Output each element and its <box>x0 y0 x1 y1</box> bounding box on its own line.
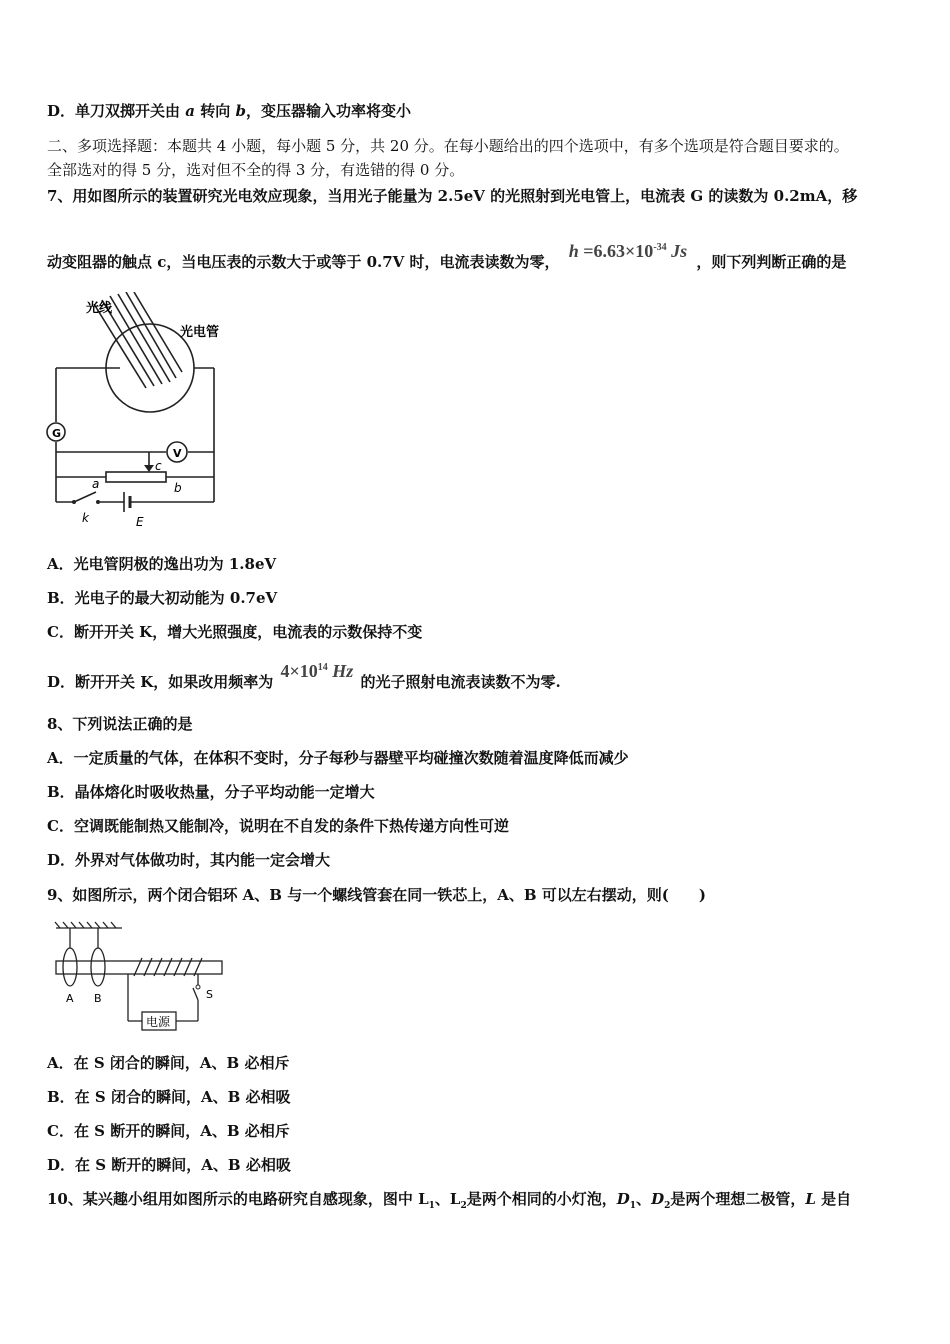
photoelectric-circuit-figure <box>44 292 230 537</box>
frequency-formula: $4\times 10^{14}$ Hz <box>280 661 354 681</box>
q8-option-d: D．外界对气体做功时，其内能一定会增大 <box>47 851 331 869</box>
q8-option-b: B．晶体熔化时吸收热量，分子平均动能一定增大 <box>47 783 375 801</box>
label-switch-s: S <box>206 988 213 1001</box>
planck-constant-formula: $h =6.63\times 10^{-34}$ Js <box>568 241 688 261</box>
label-e: E <box>136 515 144 529</box>
q8-option-c: C．空调既能制热又能制冷，说明在不自发的条件下热传递方向性可逆 <box>47 817 509 835</box>
q9-option-d: D．在 S 断开的瞬间，A、B 必相吸 <box>47 1156 291 1174</box>
q9-option-c: C．在 S 断开的瞬间，A、B 必相斥 <box>47 1122 290 1140</box>
label-ring-b: B <box>94 992 102 1005</box>
q6-option-d: D．单刀双掷开关由 a 转向 b，变压器输入功率将变小 <box>47 102 411 120</box>
label-c: c <box>155 459 162 473</box>
q9-option-a: A．在 S 闭合的瞬间，A、B 必相斥 <box>47 1054 290 1072</box>
label-b: b <box>174 481 182 495</box>
label-phototube: 光电管 <box>180 325 220 340</box>
label-voltmeter: V <box>173 447 182 460</box>
q7-option-a: A．光电管阴极的逸出功为 1.8eV <box>47 555 277 573</box>
q10-stem: 10、某兴趣小组用如图所示的电路研究自感现象，图中 $L_1$、$L_2$是两个相同的小灯泡，$D_1$、$D_2$是两个理想二极管，L 是自 <box>47 1190 852 1211</box>
label-ring-a: A <box>66 992 74 1005</box>
section2-heading: 二、多项选择题：本题共 4 小题，每小题 5 分，共 20 分。在每小题给出的四个选项中，有多个选项是符合题目要求的。 <box>47 137 849 155</box>
label-galvanometer: G <box>52 427 62 440</box>
q9-option-b: B．在 S 闭合的瞬间，A、B 必相吸 <box>47 1088 291 1106</box>
q7-stem-line1: 7、用如图所示的装置研究光电效应现象，当用光子能量为 2.5eV 的光照射到光电管上，电流表 G 的读数为 0.2mA，移 <box>47 187 858 205</box>
solenoid-rings-figure <box>50 920 230 1038</box>
q9-stem: 9、如图所示，两个闭合铝环 A、B 与一个螺线管套在同一铁芯上，A、B 可以左右摆动，则( ) <box>47 886 706 904</box>
label-light: 光线 <box>86 301 113 316</box>
q7-option-d: D．断开开关 K，如果改用频率为 $4\times 10^{14}$ Hz 的光子照射电流表读数不为零. <box>47 661 561 691</box>
q7-option-b: B．光电子的最大初动能为 0.7eV <box>47 589 278 607</box>
label-power-source: 电源 <box>146 1015 171 1029</box>
q8-stem: 8、下列说法正确的是 <box>47 715 193 733</box>
label-k: k <box>82 511 89 525</box>
q7-option-c: C．断开开关 K，增大光照强度，电流表的示数保持不变 <box>47 623 423 641</box>
q8-option-a: A．一定质量的气体，在体积不变时，分子每秒与器壁平均碰撞次数随着温度降低而减少 <box>47 749 629 767</box>
q7-stem-line2: 动变阻器的触点 c，当电压表的示数大于或等于 0.7V 时，电流表读数为零， $h =6.63\times 10^{-34}$ Js ，则下列判断正确的是 <box>47 241 847 271</box>
label-a: a <box>92 477 100 491</box>
section2-instructions: 全部选对的得 5 分，选对但不全的得 3 分，有选错的得 0 分。 <box>47 161 465 179</box>
